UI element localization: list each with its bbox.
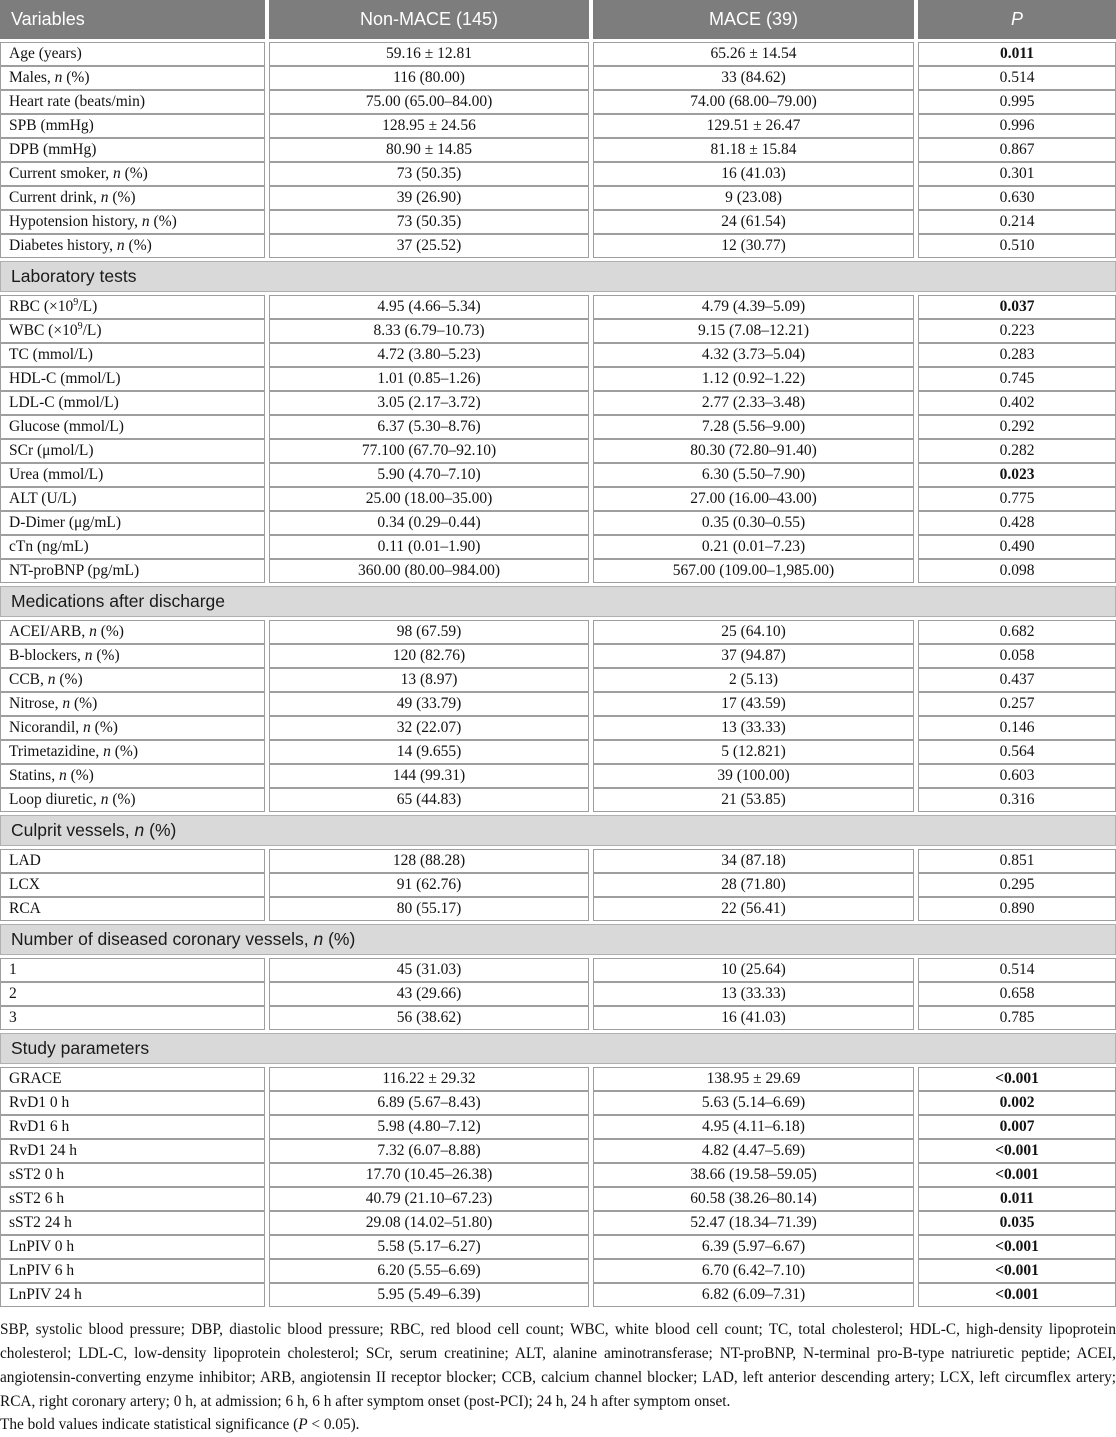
value-non-mace: 59.16 ± 12.81 [269,42,589,66]
value-non-mace: 77.100 (67.70–92.10) [269,439,589,463]
table-row [0,234,1116,258]
table-row [0,535,1116,559]
value-mace: 9.15 (7.08–12.21) [593,319,914,343]
value-mace: 6.70 (6.42–7.10) [593,1259,914,1283]
section-header: Culprit vessels, n (%) [0,815,1116,846]
value-non-mace: 80.90 ± 14.85 [269,138,589,162]
value-non-mace: 73 (50.35) [269,210,589,234]
value-mace: 4.32 (3.73–5.04) [593,343,914,367]
row-label: LCX [0,873,265,897]
row-label: RvD1 6 h [0,1115,265,1139]
value-non-mace: 5.95 (5.49–6.39) [269,1283,589,1307]
section-header: Number of diseased coronary vessels, n (%) [0,924,1116,955]
row-label: ALT (U/L) [0,487,265,511]
value-non-mace: 116.22 ± 29.32 [269,1067,589,1091]
value-non-mace: 32 (22.07) [269,716,589,740]
table-footnotes [0,1318,1116,1437]
value-non-mace: 7.32 (6.07–8.88) [269,1139,589,1163]
value-mace: 16 (41.03) [593,1006,914,1030]
value-mace: 7.28 (5.56–9.00) [593,415,914,439]
table-row [0,511,1116,535]
table-row [0,1091,1116,1115]
row-label: Current drink, n (%) [0,186,265,210]
row-label: LnPIV 24 h [0,1283,265,1307]
table-row [0,319,1116,343]
value-non-mace: 128 (88.28) [269,849,589,873]
footnote-significance: The bold values indicate statistical significance (P < 0.05). [0,1416,360,1434]
value-mace: 81.18 ± 15.84 [593,138,914,162]
value-non-mace: 5.58 (5.17–6.27) [269,1235,589,1259]
row-label: Current smoker, n (%) [0,162,265,186]
p-value: 0.437 [918,668,1116,692]
p-value: 0.058 [918,644,1116,668]
table-header-row [0,0,1116,39]
value-non-mace: 73 (50.35) [269,162,589,186]
row-label: LDL-C (mmol/L) [0,391,265,415]
section-header: Laboratory tests [0,261,1116,292]
value-non-mace: 40.79 (21.10–67.23) [269,1187,589,1211]
table-row [0,897,1116,921]
value-non-mace: 17.70 (10.45–26.38) [269,1163,589,1187]
row-label: RCA [0,897,265,921]
p-value: 0.283 [918,343,1116,367]
value-non-mace: 8.33 (6.79–10.73) [269,319,589,343]
header-non-mace: Non-MACE (145) [269,0,589,39]
p-value: 0.035 [918,1211,1116,1235]
row-label: Nitrose, n (%) [0,692,265,716]
p-value: 0.514 [918,958,1116,982]
table-row [0,114,1116,138]
value-mace: 28 (71.80) [593,873,914,897]
row-label: CCB, n (%) [0,668,265,692]
value-non-mace: 45 (31.03) [269,958,589,982]
value-non-mace: 91 (62.76) [269,873,589,897]
value-mace: 10 (25.64) [593,958,914,982]
value-mace: 129.51 ± 26.47 [593,114,914,138]
value-non-mace: 6.89 (5.67–8.43) [269,1091,589,1115]
value-non-mace: 128.95 ± 24.56 [269,114,589,138]
p-value: 0.428 [918,511,1116,535]
value-mace: 34 (87.18) [593,849,914,873]
p-value: 0.295 [918,873,1116,897]
value-non-mace: 13 (8.97) [269,668,589,692]
row-label: LnPIV 6 h [0,1259,265,1283]
table-row [0,1211,1116,1235]
p-value: 0.316 [918,788,1116,812]
table-row [0,42,1116,66]
p-value: 0.223 [918,319,1116,343]
table-row [0,1259,1116,1283]
value-non-mace: 39 (26.90) [269,186,589,210]
row-label: cTn (ng/mL) [0,535,265,559]
value-mace: 52.47 (18.34–71.39) [593,1211,914,1235]
row-label: B-blockers, n (%) [0,644,265,668]
p-value: 0.514 [918,66,1116,90]
row-label: WBC $(\times 10^9/L)$ [0,319,265,343]
value-mace: 4.95 (4.11–6.18) [593,1115,914,1139]
p-value: 0.007 [918,1115,1116,1139]
section-header: Study parameters [0,1033,1116,1064]
p-value: <0.001 [918,1283,1116,1307]
value-non-mace: 25.00 (18.00–35.00) [269,487,589,511]
table-row [0,873,1116,897]
row-label: RvD1 24 h [0,1139,265,1163]
value-non-mace: 98 (67.59) [269,620,589,644]
p-value: <0.001 [918,1235,1116,1259]
value-non-mace: 1.01 (0.85–1.26) [269,367,589,391]
value-mace: 33 (84.62) [593,66,914,90]
table-row [0,692,1116,716]
row-label: RBC $(\times 10^9/L)$ [0,295,265,319]
table-row [0,1235,1116,1259]
p-value: 0.682 [918,620,1116,644]
row-label: sST2 6 h [0,1187,265,1211]
value-mace: 0.35 (0.30–0.55) [593,511,914,535]
value-non-mace: 80 (55.17) [269,897,589,921]
value-mace: 6.82 (6.09–7.31) [593,1283,914,1307]
value-mace: 2.77 (2.33–3.48) [593,391,914,415]
value-non-mace: 4.72 (3.80–5.23) [269,343,589,367]
p-value: 0.011 [918,42,1116,66]
table-row [0,487,1116,511]
value-mace: 4.82 (4.47–5.69) [593,1139,914,1163]
table-row [0,1115,1116,1139]
value-non-mace: 14 (9.655) [269,740,589,764]
value-mace: 16 (41.03) [593,162,914,186]
table-row [0,295,1116,319]
table-row [0,716,1116,740]
value-mace: 5 (12.821) [593,740,914,764]
p-value: 0.775 [918,487,1116,511]
row-label: NT-proBNP (pg/mL) [0,559,265,583]
p-value: 0.630 [918,186,1116,210]
value-non-mace: 3.05 (2.17–3.72) [269,391,589,415]
table-body [0,42,1116,1307]
value-mace: 13 (33.33) [593,982,914,1006]
footnote-abbreviations: SBP, systolic blood pressure; DBP, diastolic blood pressure; RBC, red blood cell count; WBC, white blood cell count; TC, total cholesterol; HDL-C, high-density lipoprotein cholesterol; LDL-C, low-density lipoprotein cholesterol; SCr, serum creatinine; ALT, alanine aminotransferase; NT-proBNP, N-terminal pro-B-type natriuretic peptide; ACEI, angiotensin-converting enzyme inhibitor; ARB, angiotensin II receptor blocker; CCB, calcium channel blocker; LAD, left anterior descending artery; LCX, left circumflex artery; RCA, right coronary artery; 0 h, at admission; 6 h, 6 h after symptom onset (post-PCI); 24 h, 24 h after symptom onset. [0,1321,1116,1410]
value-mace: 17 (43.59) [593,692,914,716]
p-value: 0.023 [918,463,1116,487]
value-mace: 25 (64.10) [593,620,914,644]
row-label: Males, n (%) [0,66,265,90]
value-non-mace: 75.00 (65.00–84.00) [269,90,589,114]
value-mace: 21 (53.85) [593,788,914,812]
value-mace: 12 (30.77) [593,234,914,258]
value-mace: 5.63 (5.14–6.69) [593,1091,914,1115]
table-row [0,1139,1116,1163]
value-mace: 138.95 ± 29.69 [593,1067,914,1091]
value-mace: 24 (61.54) [593,210,914,234]
value-mace: 567.00 (109.00–1,985.00) [593,559,914,583]
value-non-mace: 4.95 (4.66–5.34) [269,295,589,319]
table-row [0,1163,1116,1187]
value-non-mace: 5.90 (4.70–7.10) [269,463,589,487]
value-mace: 80.30 (72.80–91.40) [593,439,914,463]
value-mace: 38.66 (19.58–59.05) [593,1163,914,1187]
p-value: <0.001 [918,1259,1116,1283]
table-row [0,958,1116,982]
table-row [0,162,1116,186]
table-row [0,644,1116,668]
table-row [0,1283,1116,1307]
table-row [0,559,1116,583]
row-label: sST2 0 h [0,1163,265,1187]
row-label: Loop diuretic, n (%) [0,788,265,812]
value-non-mace: 0.11 (0.01–1.90) [269,535,589,559]
table-row [0,1067,1116,1091]
value-mace: 39 (100.00) [593,764,914,788]
value-non-mace: 120 (82.76) [269,644,589,668]
row-label: 2 [0,982,265,1006]
value-non-mace: 37 (25.52) [269,234,589,258]
table-row [0,90,1116,114]
value-mace: 6.30 (5.50–7.90) [593,463,914,487]
row-label: Age (years) [0,42,265,66]
value-non-mace: 360.00 (80.00–984.00) [269,559,589,583]
p-value: 0.282 [918,439,1116,463]
p-value: 0.867 [918,138,1116,162]
p-value: 0.301 [918,162,1116,186]
row-label: Hypotension history, n (%) [0,210,265,234]
row-label: Heart rate (beats/min) [0,90,265,114]
table-row [0,66,1116,90]
table-row [0,849,1116,873]
p-value: 0.510 [918,234,1116,258]
value-non-mace: 6.20 (5.55–6.69) [269,1259,589,1283]
row-label: DPB (mmHg) [0,138,265,162]
row-label: LnPIV 0 h [0,1235,265,1259]
p-value: 0.037 [918,295,1116,319]
header-mace: MACE (39) [593,0,914,39]
value-mace: 60.58 (38.26–80.14) [593,1187,914,1211]
p-value: 0.995 [918,90,1116,114]
table-row [0,138,1116,162]
table-row [0,415,1116,439]
value-mace: 27.00 (16.00–43.00) [593,487,914,511]
p-value: 0.603 [918,764,1116,788]
p-value: 0.011 [918,1187,1116,1211]
table-row [0,343,1116,367]
p-value: 0.890 [918,897,1116,921]
p-value: 0.564 [918,740,1116,764]
value-non-mace: 43 (29.66) [269,982,589,1006]
row-label: 3 [0,1006,265,1030]
row-label: Diabetes history, n (%) [0,234,265,258]
p-value: 0.098 [918,559,1116,583]
p-value: 0.257 [918,692,1116,716]
row-label: TC (mmol/L) [0,343,265,367]
table-row [0,210,1116,234]
row-label: Urea (mmol/L) [0,463,265,487]
value-mace: 0.21 (0.01–7.23) [593,535,914,559]
table-row [0,764,1116,788]
value-non-mace: 144 (99.31) [269,764,589,788]
value-non-mace: 0.34 (0.29–0.44) [269,511,589,535]
p-value: 0.785 [918,1006,1116,1030]
row-label: SCr (μmol/L) [0,439,265,463]
p-value: <0.001 [918,1139,1116,1163]
p-value: <0.001 [918,1163,1116,1187]
value-non-mace: 49 (33.79) [269,692,589,716]
row-label: Statins, n (%) [0,764,265,788]
value-mace: 2 (5.13) [593,668,914,692]
p-value: <0.001 [918,1067,1116,1091]
value-non-mace: 56 (38.62) [269,1006,589,1030]
table-row [0,1187,1116,1211]
value-mace: 65.26 ± 14.54 [593,42,914,66]
row-label: SPB (mmHg) [0,114,265,138]
table-row [0,186,1116,210]
p-value: 0.214 [918,210,1116,234]
p-value: 0.658 [918,982,1116,1006]
p-value: 0.851 [918,849,1116,873]
table-row [0,367,1116,391]
p-value: 0.745 [918,367,1116,391]
p-value: 0.002 [918,1091,1116,1115]
value-non-mace: 29.08 (14.02–51.80) [269,1211,589,1235]
header-variables: Variables [0,0,265,39]
p-value: 0.402 [918,391,1116,415]
value-mace: 6.39 (5.97–6.67) [593,1235,914,1259]
row-label: 1 [0,958,265,982]
table-row [0,620,1116,644]
table-row [0,740,1116,764]
table-row [0,1006,1116,1030]
value-non-mace: 6.37 (5.30–8.76) [269,415,589,439]
table-row [0,439,1116,463]
p-value: 0.996 [918,114,1116,138]
table-row [0,391,1116,415]
table-row [0,463,1116,487]
value-mace: 37 (94.87) [593,644,914,668]
row-label: HDL-C (mmol/L) [0,367,265,391]
section-header: Medications after discharge [0,586,1116,617]
value-mace: 4.79 (4.39–5.09) [593,295,914,319]
value-non-mace: 5.98 (4.80–7.12) [269,1115,589,1139]
row-label: LAD [0,849,265,873]
row-label: GRACE [0,1067,265,1091]
row-label: Glucose (mmol/L) [0,415,265,439]
value-mace: 13 (33.33) [593,716,914,740]
row-label: RvD1 0 h [0,1091,265,1115]
row-label: D-Dimer (μg/mL) [0,511,265,535]
header-p-value: P [918,0,1116,39]
row-label: Trimetazidine, n (%) [0,740,265,764]
row-label: sST2 24 h [0,1211,265,1235]
table-row [0,982,1116,1006]
table-row [0,788,1116,812]
value-mace: 1.12 (0.92–1.22) [593,367,914,391]
p-value: 0.490 [918,535,1116,559]
p-value: 0.292 [918,415,1116,439]
value-mace: 22 (56.41) [593,897,914,921]
value-mace: 74.00 (68.00–79.00) [593,90,914,114]
value-non-mace: 65 (44.83) [269,788,589,812]
row-label: Nicorandil, n (%) [0,716,265,740]
value-non-mace: 116 (80.00) [269,66,589,90]
row-label: ACEI/ARB, n (%) [0,620,265,644]
value-mace: 9 (23.08) [593,186,914,210]
p-value: 0.146 [918,716,1116,740]
table-row [0,668,1116,692]
